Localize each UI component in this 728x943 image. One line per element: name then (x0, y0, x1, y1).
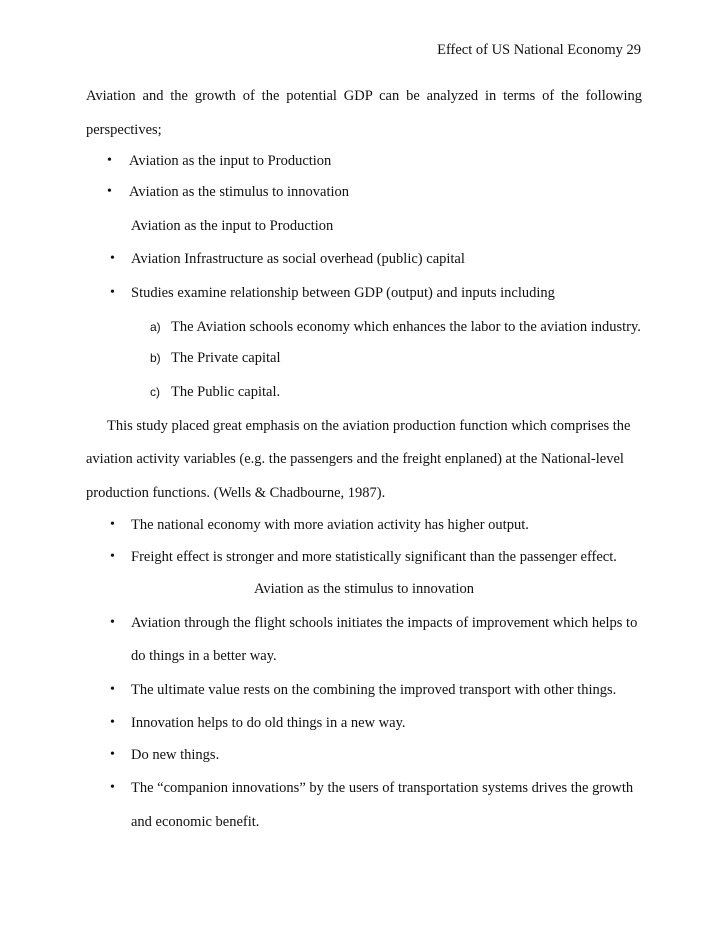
bullet-icon: • (110, 747, 115, 762)
bullet-icon: • (110, 549, 115, 564)
bullet-icon: • (107, 153, 112, 168)
section1-bullet-2: Studies examine relationship between GDP (output) and inputs including (131, 285, 555, 301)
bullet-icon: • (110, 517, 115, 532)
bullet-icon: • (110, 615, 115, 630)
innovation-bullet-1: Aviation through the flight schools initiates the impacts of improvement which helps to (131, 615, 638, 631)
running-head: Effect of US National Economy 29 (437, 42, 641, 58)
finding-2: Freight effect is stronger and more statistically significant than the passenger effect. (131, 549, 617, 565)
innovation-bullet-3: Innovation helps to do old things in a new way. (131, 715, 406, 731)
list-marker-b: b) (150, 351, 161, 365)
list-marker-a: a) (150, 320, 161, 334)
finding-1: The national economy with more aviation activity has higher output. (131, 517, 529, 533)
section-heading-innovation: Aviation as the stimulus to innovation (253, 581, 475, 597)
paragraph-line-1: This study placed great emphasis on the aviation production function which comprises the (107, 418, 631, 434)
paragraph-line-3: production functions. (Wells & Chadbourne, 1987). (86, 485, 386, 501)
bullet-icon: • (110, 251, 115, 266)
perspective-item-2: Aviation as the stimulus to innovation (129, 184, 350, 200)
bullet-icon: • (110, 715, 115, 730)
intro-line-2: perspectives; (86, 122, 162, 138)
bullet-icon: • (110, 780, 115, 795)
input-item-labor: The Aviation schools economy which enhances the labor to the aviation industry. (171, 319, 641, 335)
section-heading-input: Aviation as the input to Production (131, 218, 334, 234)
input-item-private: The Private capital (171, 350, 281, 366)
bullet-icon: • (110, 285, 115, 300)
perspective-item-1: Aviation as the input to Production (129, 153, 332, 169)
section1-bullet-1: Aviation Infrastructure as social overhead (public) capital (131, 251, 465, 267)
input-item-public: The Public capital. (171, 384, 281, 400)
innovation-bullet-2: The ultimate value rests on the combining the improved transport with other things. (131, 682, 617, 698)
list-marker-c: c) (150, 385, 160, 399)
intro-line-1: Aviation and the growth of the potential GDP can be analyzed in terms of the following (86, 88, 642, 104)
innovation-bullet-5: The “companion innovations” by the users of transportation systems drives the growth (131, 780, 634, 796)
innovation-bullet-4: Do new things. (131, 747, 220, 763)
bullet-icon: • (110, 682, 115, 697)
paragraph-line-2: aviation activity variables (e.g. the passengers and the freight enplaned) at the National-level (86, 451, 624, 467)
bullet-icon: • (107, 184, 112, 199)
innovation-bullet-1-cont: do things in a better way. (131, 648, 277, 664)
innovation-bullet-5-cont: and economic benefit. (131, 814, 260, 830)
